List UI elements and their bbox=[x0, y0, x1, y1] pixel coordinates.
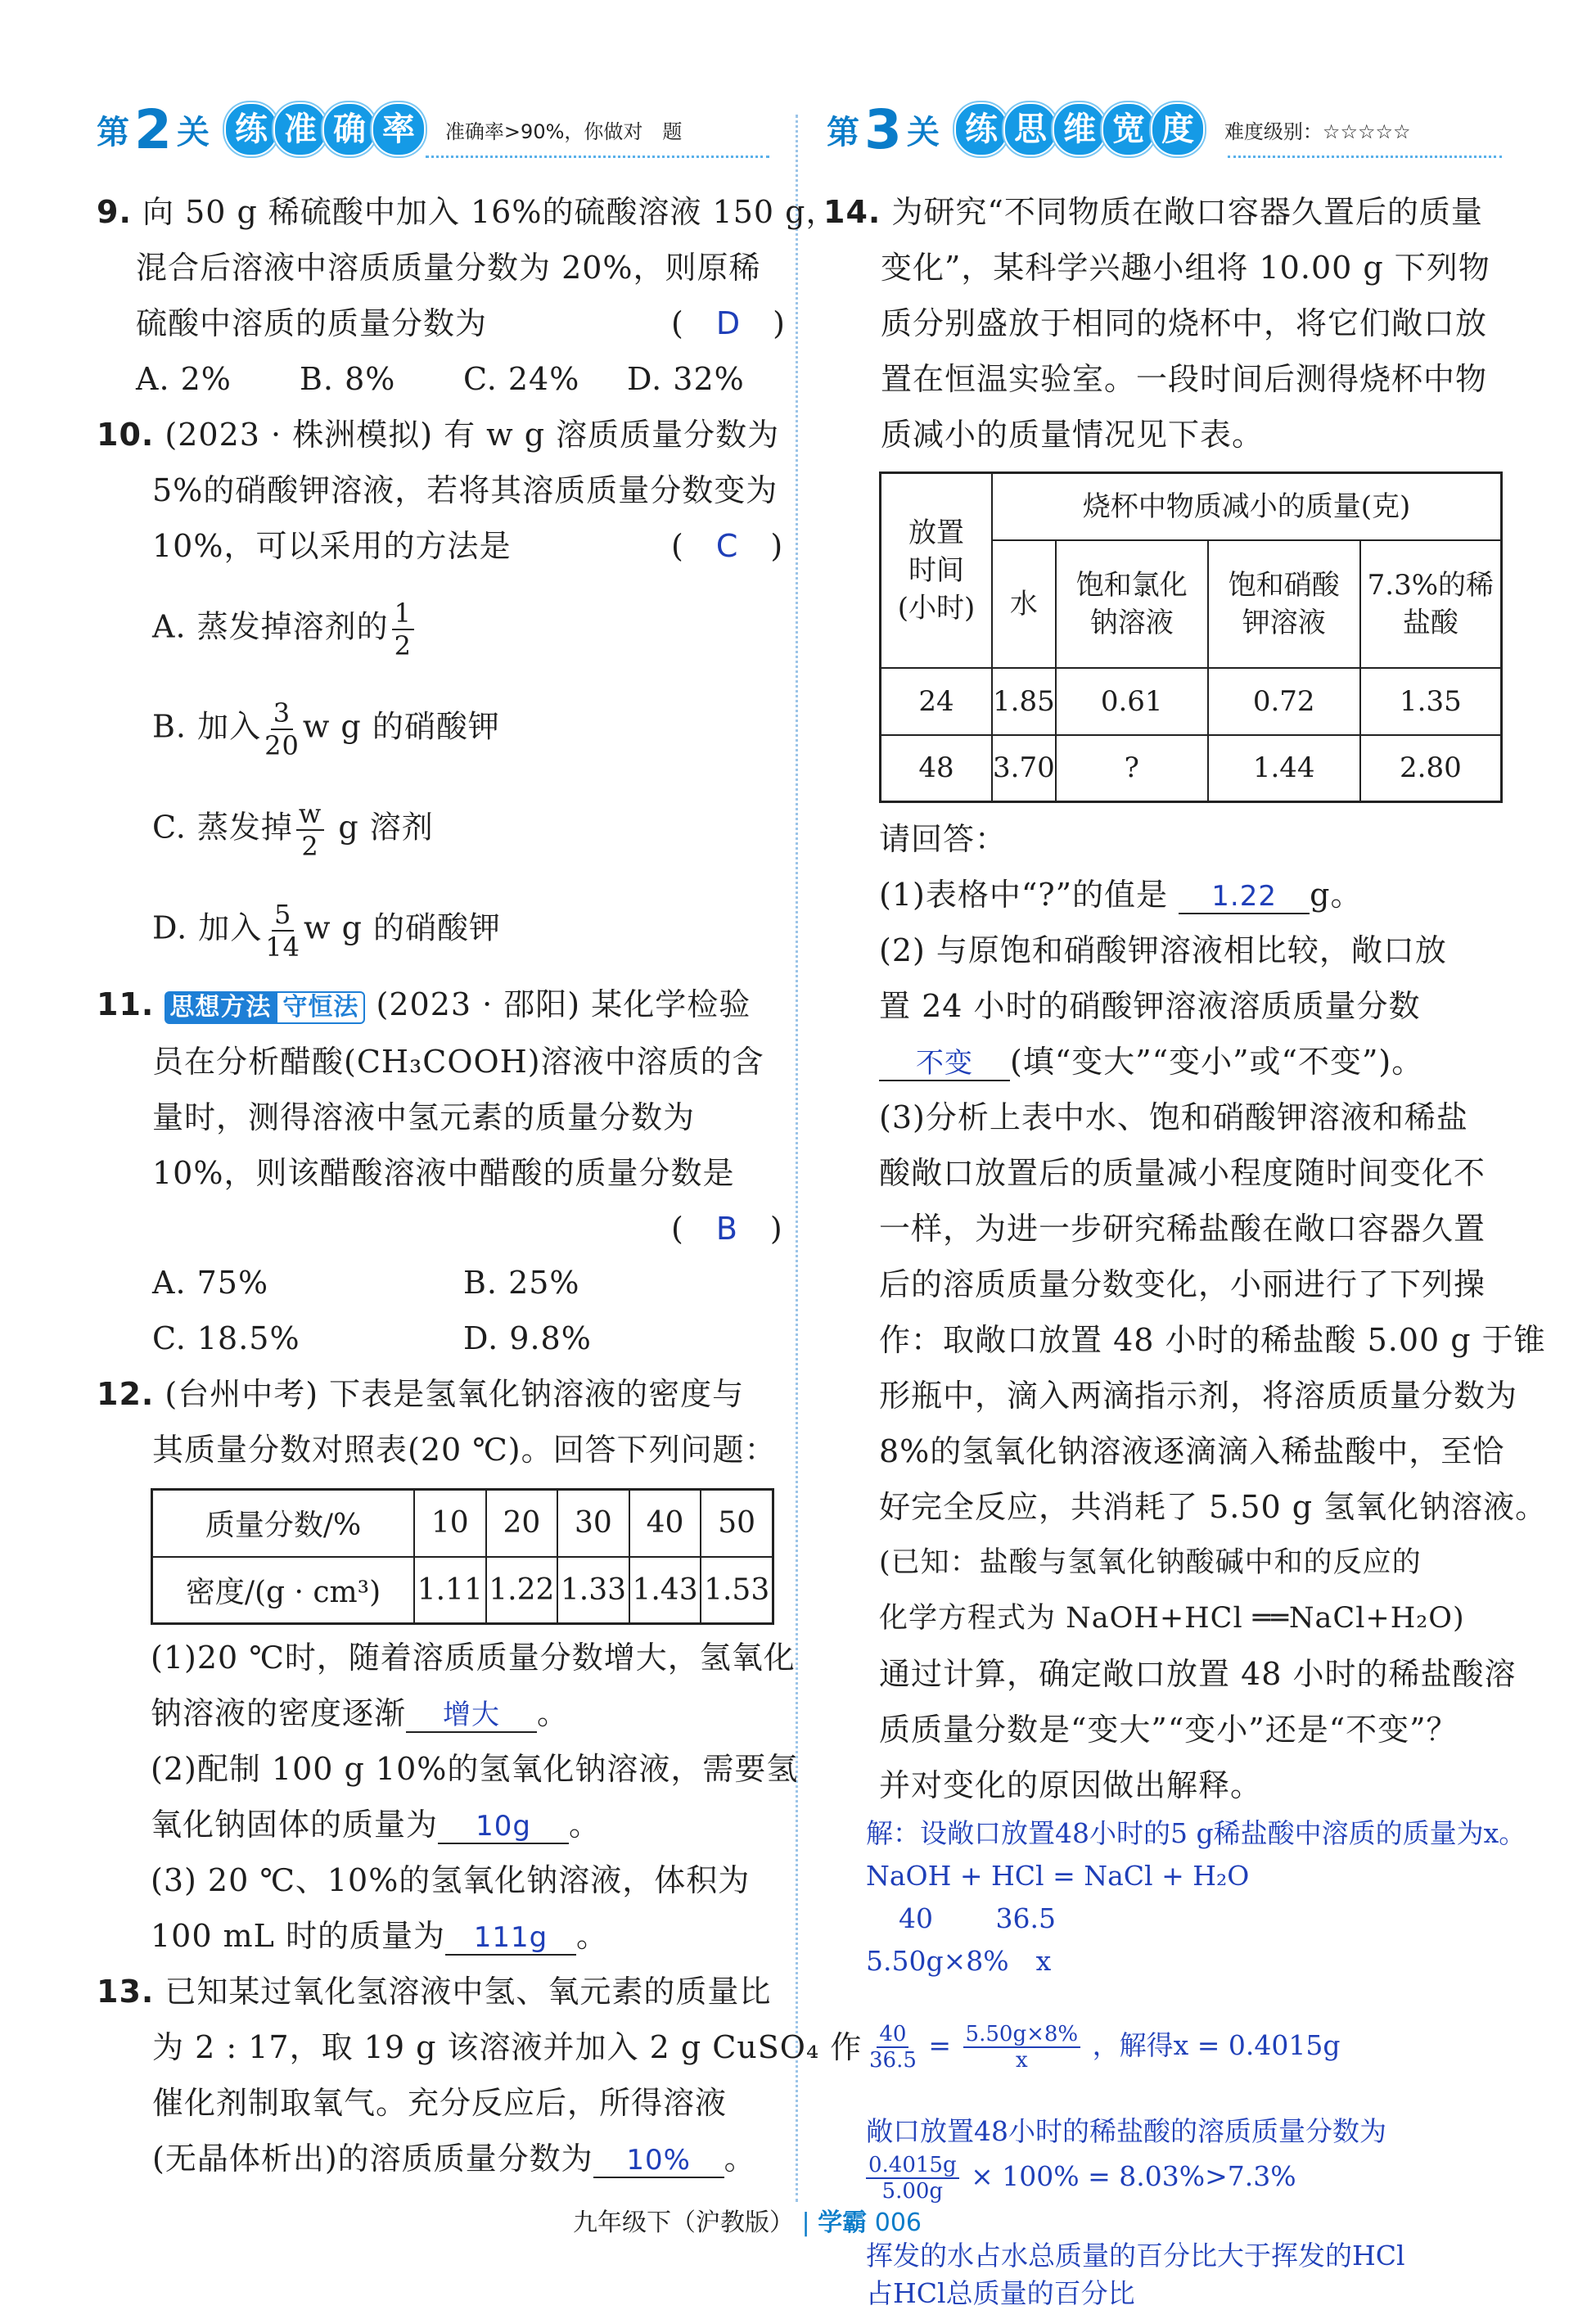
footer-brand: 学霸 bbox=[818, 2208, 868, 2237]
table-cell: 40 bbox=[629, 1490, 701, 1557]
equals-sign: = bbox=[928, 2029, 952, 2061]
header-suffix: 关 bbox=[906, 113, 940, 151]
q14-sub3-line: (3)分析上表中水、饱和硝酸钾溶液和稀盐 bbox=[879, 1099, 1468, 1135]
table-cell: 2.80 bbox=[1360, 735, 1502, 802]
q14-sub3-line: 质质量分数是“变大”“变小”还是“不变”？ bbox=[879, 1712, 1458, 1748]
fraction bbox=[866, 2153, 959, 2204]
table-header-cell: 质量分数/% bbox=[152, 1490, 415, 1557]
method-tag-name: 守恒法 bbox=[276, 991, 365, 1024]
question-14-line-3: 质分别盛放于相同的烧杯中，将它们敞口放 bbox=[881, 305, 1488, 341]
q14-sub2-line-1: (2) 与原饱和硝酸钾溶液相比较，敞口放 bbox=[879, 932, 1447, 968]
table-row bbox=[881, 668, 1502, 735]
q14-sub3-line: 化学方程式为 NaOH+HCl ══NaCl+H₂O) bbox=[879, 1602, 1465, 1635]
question-text: (填“变大”“变小”或“不变”)。 bbox=[1010, 1044, 1424, 1080]
q14-prompt: 请回答： bbox=[879, 821, 1008, 857]
option-text: g 溶剂 bbox=[338, 809, 434, 846]
question-10-answer: C bbox=[715, 528, 739, 564]
question-number: 13. bbox=[97, 1974, 155, 2010]
table-header-cell: 水 bbox=[992, 540, 1056, 668]
table-cell: 1.22 bbox=[486, 1557, 558, 1624]
footer-separator: | bbox=[801, 2208, 810, 2237]
mass-loss-table bbox=[879, 471, 1503, 803]
table-cell: 1.33 bbox=[557, 1557, 629, 1624]
header-line: 钠溶液 bbox=[1089, 606, 1174, 639]
question-14-line-1 bbox=[823, 193, 1483, 231]
question-9-answer: D bbox=[715, 305, 742, 341]
question-number: 10. bbox=[97, 417, 155, 453]
table-cell: 3.70 bbox=[992, 735, 1056, 802]
punctuation: 。 bbox=[575, 1918, 608, 1954]
header-dotted-line bbox=[426, 156, 769, 158]
q14-sub3-line: 通过计算，确定敞口放置 48 小时的稀盐酸溶 bbox=[879, 1656, 1517, 1692]
header-line: (小时) bbox=[897, 591, 976, 625]
question-text: (台州中考) 下表是氢氧化钠溶液的密度与 bbox=[165, 1376, 745, 1412]
question-13-line-2: 为 2 : 17，取 19 g 该溶液并加入 2 g CuSO₄ 作 bbox=[152, 2029, 863, 2065]
q9-option-b: B. 8% bbox=[300, 361, 396, 397]
right-section-header bbox=[827, 97, 1411, 162]
table-cell: 1.43 bbox=[629, 1557, 701, 1624]
question-9-line-2: 混合后溶液中溶质质量分数为 20%，则原稀 bbox=[136, 250, 761, 286]
badge-char: 率 bbox=[372, 102, 426, 156]
header-line: 饱和氯化 bbox=[1075, 568, 1188, 602]
option-text: D. 加入 bbox=[152, 909, 263, 946]
question-11-answer-bracket: ( B ) bbox=[671, 1211, 783, 1247]
answer-blank: 不变 bbox=[879, 1047, 1010, 1081]
header-note: 难度级别：☆☆☆☆☆ bbox=[1224, 120, 1411, 143]
question-text: 为研究“不同物质在敞口容器久置后的质量 bbox=[891, 194, 1483, 230]
q9-option-c: C. 24% bbox=[463, 361, 580, 397]
q14-sub3-line: (已知：盐酸与氢氧化钠酸碱中和的反应的 bbox=[879, 1546, 1422, 1579]
answer-blank: 1.22 bbox=[1179, 880, 1310, 914]
header-line: 放置 bbox=[908, 516, 964, 549]
fraction bbox=[264, 697, 300, 761]
denominator: 36.5 bbox=[869, 2048, 917, 2073]
question-14-line-5: 质减小的质量情况见下表。 bbox=[881, 417, 1265, 453]
table-cell: ? bbox=[1056, 735, 1208, 802]
badge-char: 维 bbox=[1053, 102, 1107, 156]
q9-option-a: A. 2% bbox=[136, 361, 232, 397]
header-title-badge bbox=[224, 102, 421, 156]
question-text: 已知某过氧化氢溶液中氢、氧元素的质量比 bbox=[165, 1974, 772, 2010]
question-number: 11. bbox=[97, 986, 155, 1022]
option-text: C. 蒸发掉 bbox=[152, 809, 293, 846]
table-header-cell bbox=[1360, 540, 1502, 668]
question-13-line-3: 催化剂制取氧气。充分反应后，所得溶液 bbox=[152, 2085, 728, 2121]
question-number: 12. bbox=[97, 1376, 155, 1412]
answer-blank: 10g bbox=[438, 1810, 569, 1844]
header-line: 时间 bbox=[908, 553, 964, 587]
numerator: 3 bbox=[271, 697, 293, 730]
option-text: B. 加入 bbox=[152, 708, 262, 745]
table-row bbox=[881, 735, 1502, 802]
badge-char: 准 bbox=[273, 102, 327, 156]
q10-option-d bbox=[152, 899, 501, 963]
punctuation: 。 bbox=[569, 1807, 602, 1843]
solution-percentage bbox=[866, 2153, 1296, 2204]
q11-option-b: B. 25% bbox=[463, 1265, 580, 1301]
header-title-badge bbox=[954, 102, 1200, 156]
table-cell: 0.72 bbox=[1208, 668, 1360, 735]
solution-line-9: 占HCl总质量的百分比 bbox=[866, 2277, 1135, 2309]
header-level-number: 3 bbox=[864, 97, 902, 161]
fraction bbox=[963, 2022, 1081, 2073]
question-number: 14. bbox=[823, 194, 881, 230]
table-header-cell bbox=[1056, 540, 1208, 668]
solution-line-6: 敞口放置48小时的稀盐酸的溶质质量分数为 bbox=[866, 2115, 1386, 2147]
table-header-cell: 密度/(g · cm³) bbox=[152, 1557, 415, 1624]
solution-proportion bbox=[866, 2022, 1340, 2073]
question-12-line-2: 其质量分数对照表(20 ℃)。回答下列问题： bbox=[152, 1432, 777, 1468]
table-row bbox=[881, 473, 1502, 540]
column-divider bbox=[796, 115, 798, 2202]
question-9-line-3 bbox=[136, 305, 487, 342]
table-cell: 0.61 bbox=[1056, 668, 1208, 735]
question-14-line-4: 置在恒温实验室。一段时间后测得烧杯中物 bbox=[881, 361, 1488, 397]
badge-char: 确 bbox=[322, 102, 376, 156]
option-text: w g 的硝酸钾 bbox=[302, 708, 500, 745]
question-text: (2023 · 邵阳) 某化学检验 bbox=[376, 986, 751, 1022]
header-line: 饱和硝酸 bbox=[1228, 568, 1340, 602]
question-10-line-1 bbox=[97, 416, 779, 453]
q14-sub1 bbox=[879, 876, 1362, 914]
table-cell: 20 bbox=[486, 1490, 558, 1557]
question-text: (2023 · 株洲模拟) 有 w g 溶质质量分数为 bbox=[165, 417, 780, 453]
q14-sub3-line: 酸敞口放置后的质量减小程度随时间变化不 bbox=[879, 1155, 1486, 1191]
denominator: x bbox=[1016, 2048, 1028, 2073]
left-section-header bbox=[97, 97, 682, 162]
option-text: A. 蒸发掉溶剂的 bbox=[152, 608, 389, 645]
denominator: 5.00g bbox=[881, 2179, 944, 2204]
denominator: 2 bbox=[301, 831, 319, 862]
question-text: 钠溶液的密度逐渐 bbox=[151, 1695, 407, 1731]
question-10-answer-bracket: ( C ) bbox=[671, 528, 784, 564]
header-prefix: 第 bbox=[97, 113, 129, 151]
question-11-line-4: 10%，则该醋酸溶液中醋酸的质量分数是 bbox=[152, 1155, 735, 1191]
q14-sub3-line: 形瓶中，滴入两滴指示剂，将溶质质量分数为 bbox=[879, 1378, 1518, 1414]
question-10-line-2: 5%的硝酸钾溶液，若将其溶质质量分数变为 bbox=[152, 472, 778, 508]
table-cell: 24 bbox=[881, 668, 993, 735]
question-13-line-4 bbox=[152, 2140, 756, 2178]
badge-char: 练 bbox=[954, 102, 1008, 156]
solution-result: ，解得x = 0.4015g bbox=[1092, 2029, 1341, 2061]
question-text: 氧化钠固体的质量为 bbox=[151, 1807, 439, 1843]
question-text: 向 50 g 稀硫酸中加入 16%的硫酸溶液 150 g， bbox=[142, 194, 838, 230]
question-14-line-2: 变化”，某科学兴趣小组将 10.00 g 下列物 bbox=[881, 250, 1490, 286]
solution-masses: 5.50g×8% x bbox=[866, 1945, 1052, 1977]
header-line: 盐酸 bbox=[1402, 606, 1458, 639]
badge-char: 宽 bbox=[1102, 102, 1156, 156]
q11-option-c: C. 18.5% bbox=[152, 1320, 300, 1356]
question-9-answer-bracket: ( D ) bbox=[671, 305, 786, 341]
table-cell: 1.53 bbox=[701, 1557, 773, 1624]
table-header-cell bbox=[1208, 540, 1360, 668]
badge-char: 思 bbox=[1003, 102, 1057, 156]
page-footer bbox=[573, 2202, 922, 2238]
question-11-line-2: 员在分析醋酸(CH₃COOH)溶液中溶质的含 bbox=[152, 1044, 764, 1080]
q11-option-a: A. 75% bbox=[152, 1265, 269, 1301]
punctuation: 。 bbox=[724, 2141, 756, 2177]
table-cell: 10 bbox=[414, 1490, 486, 1557]
table-cell: 1.35 bbox=[1360, 668, 1502, 735]
q14-sub3-line: 作：取敞口放置 48 小时的稀盐酸 5.00 g 于锥 bbox=[879, 1322, 1546, 1358]
q10-option-a bbox=[152, 598, 417, 661]
badge-char: 度 bbox=[1151, 102, 1205, 156]
header-level-number: 2 bbox=[134, 97, 172, 161]
header-line: 7.3%的稀 bbox=[1367, 568, 1495, 602]
option-text: w g 的硝酸钾 bbox=[304, 909, 502, 946]
table-row bbox=[152, 1490, 773, 1557]
answer-blank: 10% bbox=[593, 2144, 724, 2178]
numerator: 0.4015g bbox=[866, 2153, 959, 2179]
badge-char: 练 bbox=[224, 102, 278, 156]
q14-sub3-line: 8%的氢氧化钠溶液逐滴滴入稀盐酸中，至恰 bbox=[879, 1433, 1505, 1469]
numerator: 1 bbox=[392, 598, 414, 630]
question-10-line-3: 10%，可以采用的方法是 bbox=[152, 528, 512, 564]
numerator: 5 bbox=[272, 899, 294, 932]
question-13-line-1 bbox=[97, 1973, 771, 2010]
numerator: w bbox=[296, 798, 324, 831]
q10-option-c bbox=[152, 798, 434, 862]
header-prefix: 第 bbox=[827, 113, 859, 151]
solution-line-1: 解：设敞口放置48小时的5 g稀盐酸中溶质的质量为x。 bbox=[866, 1817, 1526, 1849]
q10-option-b bbox=[152, 697, 500, 761]
q14-sub2-line-2: 置 24 小时的硝酸钾溶液溶质质量分数 bbox=[879, 988, 1421, 1024]
punctuation: 。 bbox=[537, 1695, 570, 1731]
page-number: 006 bbox=[874, 2208, 922, 2237]
header-line: 钾溶液 bbox=[1242, 606, 1326, 639]
question-text: (无晶体析出)的溶质质量分数为 bbox=[152, 2141, 593, 2177]
header-dotted-line bbox=[1228, 156, 1502, 158]
question-12-line-1 bbox=[97, 1375, 744, 1413]
solution-molar-masses: 40 36.5 bbox=[899, 1902, 1056, 1934]
answer-blank: 增大 bbox=[406, 1699, 537, 1733]
solution-line-8: 挥发的水占水总质量的百分比大于挥发的HCl bbox=[866, 2240, 1405, 2272]
time-header-cell bbox=[881, 473, 993, 668]
method-tag: 思想方法 bbox=[165, 991, 276, 1024]
question-11-line-3: 量时，测得溶液中氢元素的质量分数为 bbox=[152, 1099, 696, 1135]
fraction bbox=[296, 798, 324, 862]
unit: g。 bbox=[1310, 877, 1363, 913]
table-cell: 1.44 bbox=[1208, 735, 1360, 802]
main-header-cell: 烧杯中物质减小的质量(克) bbox=[992, 473, 1502, 540]
q11-option-d: D. 9.8% bbox=[463, 1320, 592, 1356]
fraction bbox=[392, 598, 414, 661]
question-11-answer: B bbox=[715, 1211, 738, 1247]
table-cell: 1.11 bbox=[414, 1557, 486, 1624]
question-11-line-1 bbox=[97, 986, 751, 1024]
numerator: 40 bbox=[877, 2022, 908, 2048]
q14-sub2-line-3 bbox=[879, 1043, 1423, 1081]
fraction bbox=[265, 899, 300, 963]
table-cell: 50 bbox=[701, 1490, 773, 1557]
denominator: 14 bbox=[265, 932, 300, 963]
q12-sub3-line-1: (3) 20 ℃、10%的氢氧化钠溶液，体积为 bbox=[151, 1862, 751, 1898]
table-cell: 1.85 bbox=[992, 668, 1056, 735]
question-text: (1)表格中“?”的值是 bbox=[879, 877, 1169, 913]
question-number: 9. bbox=[97, 194, 132, 230]
density-table bbox=[151, 1488, 774, 1625]
q12-sub1-line-2 bbox=[151, 1694, 569, 1733]
question-9-line-1 bbox=[97, 193, 837, 231]
q14-sub3-line: 好完全反应，共消耗了 5.50 g 氢氧化钠溶液。 bbox=[879, 1489, 1548, 1525]
q14-sub3-line: 一样，为进一步研究稀盐酸在敞口容器久置 bbox=[879, 1211, 1486, 1247]
fraction bbox=[869, 2022, 917, 2073]
denominator: 20 bbox=[264, 730, 300, 761]
question-text: 硫酸中溶质的质量分数为 bbox=[136, 305, 488, 341]
q12-sub2-line-2 bbox=[151, 1806, 601, 1844]
header-suffix: 关 bbox=[176, 113, 210, 151]
q12-sub3-line-2 bbox=[151, 1917, 608, 1956]
q14-sub3-line: 并对变化的原因做出解释。 bbox=[879, 1767, 1263, 1803]
table-cell: 30 bbox=[557, 1490, 629, 1557]
q12-sub1-line-1: (1)20 ℃时，随着溶质质量分数增大，氢氧化 bbox=[151, 1640, 796, 1676]
solution-equation: NaOH + HCl = NaCl + H₂O bbox=[866, 1860, 1250, 1892]
table-cell: 48 bbox=[881, 735, 993, 802]
solution-result: × 100% = 8.03%>7.3% bbox=[971, 2160, 1296, 2192]
header-note: 准确率>90%，你做对 题 bbox=[444, 120, 683, 143]
numerator: 5.50g×8% bbox=[963, 2022, 1081, 2048]
question-text: 100 mL 时的质量为 bbox=[151, 1918, 445, 1954]
answer-blank: 111g bbox=[445, 1921, 576, 1956]
denominator: 2 bbox=[394, 630, 412, 661]
q9-option-d: D. 32% bbox=[627, 361, 745, 397]
q14-sub3-line: 后的溶质质量分数变化，小丽进行了下列操 bbox=[879, 1266, 1486, 1302]
footer-grade: 九年级下（沪教版） bbox=[573, 2208, 794, 2237]
q12-sub2-line-1: (2)配制 100 g 10%的氢氧化钠溶液，需要氢 bbox=[151, 1751, 799, 1787]
table-row bbox=[152, 1557, 773, 1624]
